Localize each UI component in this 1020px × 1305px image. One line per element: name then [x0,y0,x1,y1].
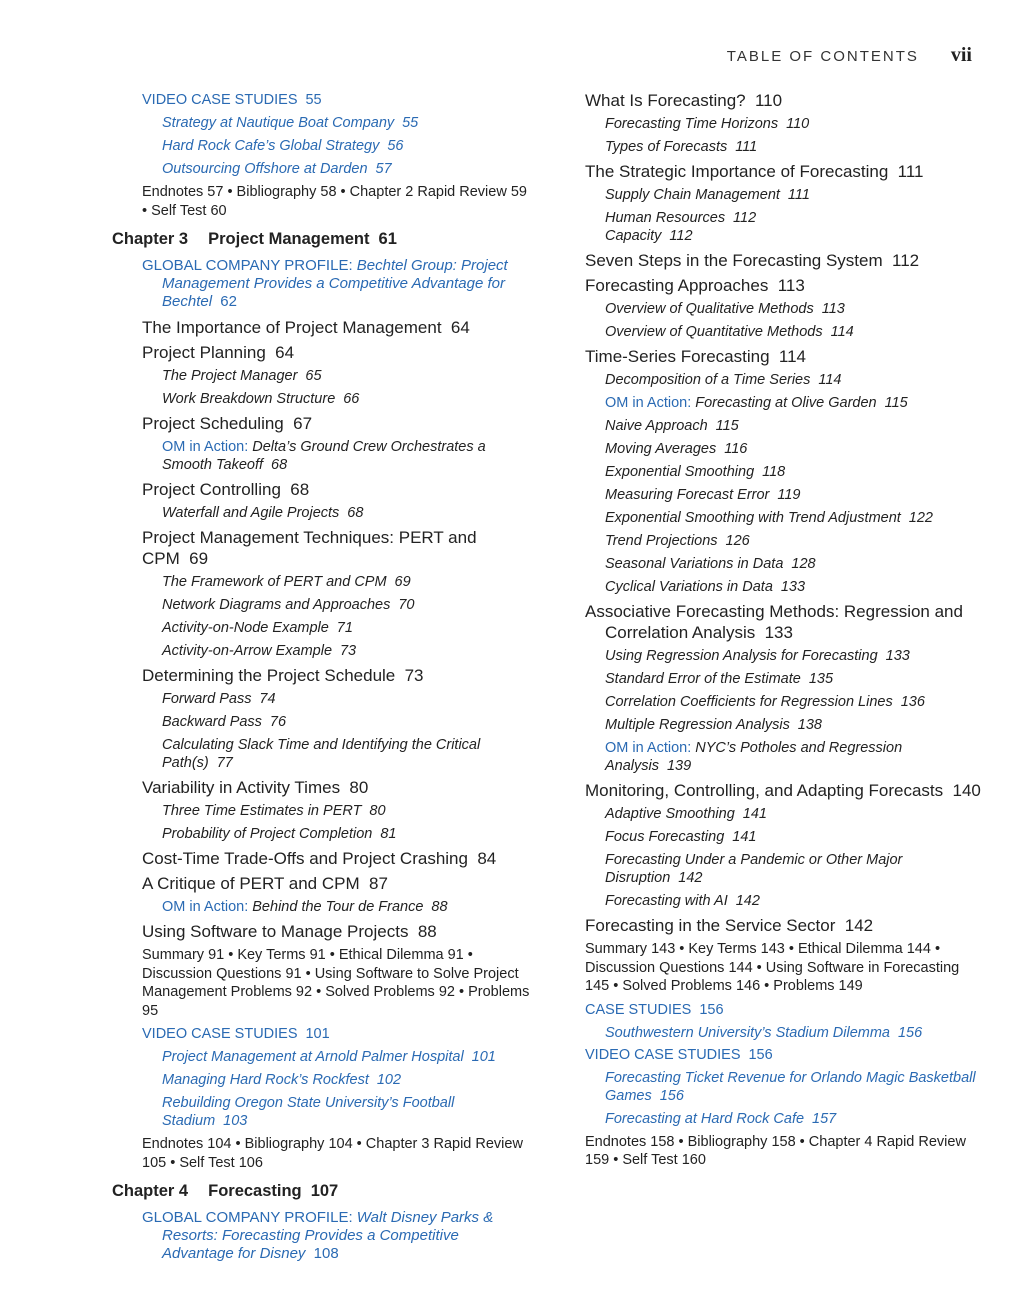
subsection-entry[interactable]: Forecasting with AI 142 [605,893,760,909]
video-case-studies-heading: VIDEO CASE STUDIES 101 [142,1026,330,1042]
section-entry[interactable]: Forecasting in the Service Sector 142 [585,916,874,935]
section-entry[interactable]: The Strategic Importance of Forecasting 111 [585,162,924,181]
end-matter-list: Summary 91 • Key Terms 91 • Ethical Dilemma 91 • Discussion Questions 91 • Using Software to Solve Project Management Problems 92 • Solved Problems 92 • Problems 95 [142,947,530,1019]
subsection-entry[interactable]: Seasonal Variations in Data 128 [605,556,816,572]
chapter-4-heading[interactable]: Chapter 4 Forecasting 107 [112,1182,339,1200]
case-study-entry[interactable]: Outsourcing Offshore at Darden 57 [162,161,392,177]
section-entry[interactable]: Forecasting Approaches 113 [585,276,805,295]
case-study-entry[interactable]: Rebuilding Oregon State University’s Football Stadium 103 [162,1095,455,1129]
right-column [585,90,985,1176]
header-title: TABLE OF CONTENTS [726,48,919,65]
section-entry[interactable]: Variability in Activity Times 80 [142,778,369,797]
subsection-entry[interactable]: Using Regression Analysis for Forecasting 133 [605,648,910,664]
subsection-entry[interactable]: Types of Forecasts 111 [605,139,758,155]
section-entry[interactable]: Seven Steps in the Forecasting System 112 [585,251,920,270]
section-entry[interactable]: Project Controlling 68 [142,480,310,499]
om-in-action-entry[interactable]: OM in Action: Behind the Tour de France 88 [162,899,448,915]
end-matter-list: Endnotes 57 • Bibliography 58 • Chapter 2 Rapid Review 59 • Self Test 60 [142,184,527,219]
subsection-entry[interactable]: Probability of Project Completion 81 [162,826,397,842]
subsection-entry[interactable]: Calculating Slack Time and Identifying the Critical Path(s) 77 [162,737,481,771]
case-study-entry[interactable]: Managing Hard Rock’s Rockfest 102 [162,1072,402,1088]
case-study-entry[interactable]: Strategy at Nautique Boat Company 55 [162,115,419,131]
om-in-action-entry[interactable]: OM in Action: NYC’s Potholes and Regression Analysis 139 [605,740,903,774]
subsection-entry[interactable]: Focus Forecasting 141 [605,829,757,845]
subsection-entry[interactable]: Exponential Smoothing with Trend Adjustment 122 [605,510,933,526]
subsection-entry[interactable]: Three Time Estimates in PERT 80 [162,803,386,819]
subsection-entry[interactable]: Trend Projections 126 [605,533,750,549]
om-in-action-entry[interactable]: OM in Action: Delta’s Ground Crew Orchestrates a Smooth Takeoff 68 [162,439,486,473]
subsection-entry[interactable]: Overview of Quantitative Methods 114 [605,324,854,340]
subsection-entry[interactable]: Adaptive Smoothing 141 [605,806,767,822]
global-company-profile[interactable]: GLOBAL COMPANY PROFILE: Walt Disney Parks & Resorts: Forecasting Provides a Competitive Advantage for Disney 108 [142,1209,494,1262]
om-in-action-entry[interactable]: OM in Action: Forecasting at Olive Garden 115 [605,395,908,411]
section-entry[interactable]: Associative Forecasting Methods: Regression and Correlation Analysis 133 [585,602,963,642]
case-studies-heading: CASE STUDIES 156 [585,1001,724,1018]
chapter-3-heading[interactable]: Chapter 3 Project Management 61 [112,230,397,248]
case-study-entry[interactable]: Southwestern University’s Stadium Dilemma 156 [605,1024,923,1041]
section-entry[interactable]: Time-Series Forecasting 114 [585,347,806,366]
subsection-entry[interactable]: The Framework of PERT and CPM 69 [162,574,411,590]
section-entry[interactable]: A Critique of PERT and CPM 87 [142,874,388,893]
subsection-entry[interactable]: Standard Error of the Estimate 135 [605,671,834,687]
subsection-entry[interactable]: Overview of Qualitative Methods 113 [605,301,845,317]
subsection-entry[interactable]: Network Diagrams and Approaches 70 [162,597,415,613]
subsection-entry[interactable]: Human Resources 112 [605,210,757,226]
subsection-entry[interactable]: Correlation Coefficients for Regression Lines 136 [605,694,925,710]
section-entry[interactable]: What Is Forecasting? 110 [585,91,783,110]
subsection-entry[interactable]: Work Breakdown Structure 66 [162,391,360,407]
subsection-entry[interactable]: Measuring Forecast Error 119 [605,487,801,503]
case-study-entry[interactable]: Hard Rock Cafe’s Global Strategy 56 [162,138,404,154]
section-entry[interactable]: Determining the Project Schedule 73 [142,666,424,685]
section-entry[interactable]: Cost-Time Trade-Offs and Project Crashing 84 [142,849,497,868]
case-study-entry[interactable]: Project Management at Arnold Palmer Hospital 101 [162,1049,496,1065]
subsection-entry[interactable]: Moving Averages 116 [605,441,748,457]
subsection-entry[interactable]: Forecasting Under a Pandemic or Other Major Disruption 142 [605,852,903,886]
subsection-entry[interactable]: Exponential Smoothing 118 [605,464,786,480]
subsection-entry[interactable]: Supply Chain Management 111 [605,187,810,203]
subsection-entry[interactable]: Backward Pass 76 [162,714,287,730]
subsection-entry[interactable]: Capacity 112 [605,228,693,244]
end-matter-list: Endnotes 158 • Bibliography 158 • Chapter 4 Rapid Review 159 • Self Test 160 [585,1133,966,1168]
left-column [112,90,532,1269]
subsection-entry[interactable]: Multiple Regression Analysis 138 [605,717,822,733]
subsection-entry[interactable]: Waterfall and Agile Projects 68 [162,505,364,521]
end-matter-list: Endnotes 104 • Bibliography 104 • Chapter 3 Rapid Review 105 • Self Test 106 [142,1136,523,1171]
section-entry[interactable]: Project Planning 64 [142,343,295,362]
subsection-entry[interactable]: The Project Manager 65 [162,368,322,384]
section-entry[interactable]: The Importance of Project Management 64 [142,318,470,337]
header-page-number: vii [950,44,972,66]
subsection-entry[interactable]: Forward Pass 74 [162,691,276,707]
section-entry[interactable]: Project Management Techniques: PERT and CPM 69 [142,528,477,568]
case-study-entry[interactable]: Forecasting at Hard Rock Cafe 157 [605,1110,837,1127]
end-matter-list: Summary 143 • Key Terms 143 • Ethical Dilemma 144 • Discussion Questions 144 • Using Software in Forecasting 145 • Solved Problems 146 • Problems 149 [585,941,960,994]
subsection-entry[interactable]: Activity-on-Node Example 71 [162,620,353,636]
video-case-studies-heading: VIDEO CASE STUDIES 55 [142,92,322,108]
subsection-entry[interactable]: Naive Approach 115 [605,418,739,434]
section-entry[interactable]: Using Software to Manage Projects 88 [142,922,437,941]
global-company-profile[interactable]: GLOBAL COMPANY PROFILE: Bechtel Group: Project Management Provides a Competitive Advantage for Bechtel 62 [142,257,508,310]
section-entry[interactable]: Project Scheduling 67 [142,414,313,433]
running-header [727,44,972,67]
section-entry[interactable]: Monitoring, Controlling, and Adapting Forecasts 140 [585,781,981,800]
case-study-entry[interactable]: Forecasting Ticket Revenue for Orlando Magic Basketball Games 156 [605,1069,976,1104]
subsection-entry[interactable]: Decomposition of a Time Series 114 [605,372,842,388]
subsection-entry[interactable]: Cyclical Variations in Data 133 [605,579,806,595]
subsection-entry[interactable]: Activity-on-Arrow Example 73 [162,643,357,659]
subsection-entry[interactable]: Forecasting Time Horizons 110 [605,116,810,132]
video-case-studies-heading: VIDEO CASE STUDIES 156 [585,1046,773,1063]
